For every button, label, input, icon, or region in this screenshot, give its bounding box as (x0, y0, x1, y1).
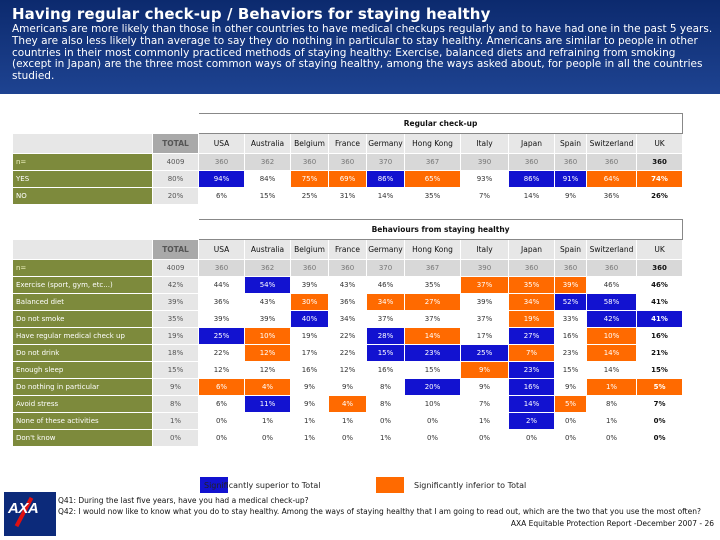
note-q42: Q42: I would now like to know what you do to stay healthy. Among the ways of staying healthy that I am going to read out, which are the two that you use the most often? (58, 506, 701, 516)
table-cell: 12% (199, 362, 245, 379)
table-cell: 42% (153, 277, 199, 294)
column-header: Germany (367, 134, 405, 154)
table-row (13, 430, 683, 447)
table-cell: 360 (509, 260, 555, 277)
axa-logo (4, 492, 56, 536)
table-cell: 39% (291, 277, 329, 294)
checkup-table (12, 113, 683, 205)
table-cell: 35% (153, 311, 199, 328)
table-caption: Behaviours from staying healthy (199, 220, 683, 240)
column-header: UK (637, 240, 683, 260)
table-cell: 86% (367, 171, 405, 188)
header-banner (0, 0, 720, 94)
table-cell: 16% (291, 362, 329, 379)
table-cell: 41% (637, 294, 683, 311)
table-row (13, 362, 683, 379)
legend-inferior-swatch (376, 477, 404, 493)
question-notes (58, 496, 701, 517)
table-cell: 4% (245, 379, 291, 396)
table-cell: 8% (367, 396, 405, 413)
table-cell: 30% (291, 294, 329, 311)
table-cell: 14% (587, 345, 637, 362)
table-cell: 26% (637, 188, 683, 205)
table-cell: 22% (199, 345, 245, 362)
table-cell: 1% (291, 413, 329, 430)
table-cell: 52% (555, 294, 587, 311)
row-label: None of these activities (13, 413, 153, 430)
column-header: Belgium (291, 134, 329, 154)
behaviours-table (12, 219, 683, 447)
table-cell: 7% (461, 396, 509, 413)
column-header: Australia (245, 134, 291, 154)
table-cell: 0% (367, 413, 405, 430)
table-cell: 360 (329, 154, 367, 171)
table-cell: 91% (555, 171, 587, 188)
row-label: Balanced diet (13, 294, 153, 311)
table-cell: 2% (509, 413, 555, 430)
table-cell: 9% (461, 362, 509, 379)
table-cell: 16% (509, 379, 555, 396)
table-cell: 75% (291, 171, 329, 188)
column-header: USA (199, 240, 245, 260)
table-cell: 12% (245, 362, 291, 379)
table-cell: 15% (555, 362, 587, 379)
table-cell: 74% (637, 171, 683, 188)
table-cell: 35% (405, 188, 461, 205)
column-header: Spain (555, 134, 587, 154)
table-cell: 8% (153, 396, 199, 413)
column-header: Italy (461, 134, 509, 154)
table-cell: 20% (153, 188, 199, 205)
column-header: Germany (367, 240, 405, 260)
table-cell: 4009 (153, 154, 199, 171)
table-cell: 10% (405, 396, 461, 413)
column-header: Italy (461, 240, 509, 260)
table-cell: 0% (245, 430, 291, 447)
table-cell: 1% (367, 430, 405, 447)
row-label: n= (13, 154, 153, 171)
table-cell: 9% (555, 379, 587, 396)
table-cell: 1% (329, 413, 367, 430)
row-label: Avoid stress (13, 396, 153, 413)
table-cell: 15% (637, 362, 683, 379)
table-cell: 34% (509, 294, 555, 311)
table-cell: 0% (405, 413, 461, 430)
table-cell: 360 (587, 260, 637, 277)
table-cell: 360 (329, 260, 367, 277)
page-title: Having regular check-up / Behaviors for staying healthy (12, 5, 491, 23)
column-header: France (329, 134, 367, 154)
table-cell: 390 (461, 154, 509, 171)
table-cell: 0% (329, 430, 367, 447)
table-cell: 1% (461, 413, 509, 430)
table-cell: 19% (291, 328, 329, 345)
table-cell: 16% (637, 328, 683, 345)
table-cell: 14% (509, 188, 555, 205)
table-cell: 1% (245, 413, 291, 430)
table-row (13, 328, 683, 345)
table-cell: 93% (461, 171, 509, 188)
table-cell: 9% (153, 379, 199, 396)
table-caption: Regular check-up (199, 114, 683, 134)
table-cell: 14% (367, 188, 405, 205)
table-cell: 33% (555, 311, 587, 328)
table-cell: 360 (291, 154, 329, 171)
table-cell: 5% (637, 379, 683, 396)
table-cell: 1% (587, 413, 637, 430)
table-row (13, 396, 683, 413)
column-header: Hong Kong (405, 134, 461, 154)
logo-text: AXA (8, 500, 39, 517)
table-cell: 360 (199, 260, 245, 277)
table-cell: 8% (367, 379, 405, 396)
column-header: Switzerland (587, 240, 637, 260)
table-cell: 17% (291, 345, 329, 362)
footer-source: AXA Equitable Protection Report -December 2007 - 26 (510, 519, 714, 528)
table-cell: 0% (199, 430, 245, 447)
table-cell: 7% (461, 188, 509, 205)
table-cell: 6% (199, 379, 245, 396)
table-cell: 19% (153, 328, 199, 345)
table-cell: 7% (637, 396, 683, 413)
table-cell: 360 (637, 154, 683, 171)
table-cell: 25% (199, 328, 245, 345)
table-cell: 14% (509, 396, 555, 413)
table-row (13, 277, 683, 294)
header-blank (13, 134, 153, 154)
table-cell: 36% (587, 188, 637, 205)
table-cell: 0% (153, 430, 199, 447)
table-cell: 10% (587, 328, 637, 345)
row-label: NO (13, 188, 153, 205)
table-cell: 7% (509, 345, 555, 362)
row-label: n= (13, 260, 153, 277)
table-cell: 41% (637, 311, 683, 328)
table-cell: 15% (367, 345, 405, 362)
table-cell: 1% (291, 430, 329, 447)
table-cell: 23% (555, 345, 587, 362)
table-cell: 367 (405, 154, 461, 171)
table-cell: 15% (153, 362, 199, 379)
column-header-row (13, 134, 683, 154)
table-cell: 46% (587, 277, 637, 294)
table-cell: 25% (291, 188, 329, 205)
table-cell: 42% (587, 311, 637, 328)
table-cell: 18% (153, 345, 199, 362)
table-cell: 367 (405, 260, 461, 277)
table-cell: 37% (367, 311, 405, 328)
table-cell: 9% (329, 379, 367, 396)
table-cell: 0% (555, 430, 587, 447)
table-cell: 12% (245, 345, 291, 362)
row-label: Do not smoke (13, 311, 153, 328)
table-row (13, 413, 683, 430)
table-row (13, 154, 683, 171)
row-label: YES (13, 171, 153, 188)
table-cell: 12% (329, 362, 367, 379)
column-header: Belgium (291, 240, 329, 260)
table-cell: 9% (555, 188, 587, 205)
table-cell: 54% (245, 277, 291, 294)
table-cell: 10% (245, 328, 291, 345)
table-cell: 65% (405, 171, 461, 188)
table-cell: 44% (199, 277, 245, 294)
row-label: Have regular medical check up (13, 328, 153, 345)
table-cell: 0% (405, 430, 461, 447)
table-cell: 22% (329, 345, 367, 362)
caption-spacer (13, 220, 153, 240)
column-header: Spain (555, 240, 587, 260)
caption-row (13, 220, 683, 240)
table-cell: 4% (329, 396, 367, 413)
caption-spacer (153, 114, 199, 134)
column-header: UK (637, 134, 683, 154)
table-cell: 43% (329, 277, 367, 294)
table-cell: 37% (405, 311, 461, 328)
column-header: Australia (245, 240, 291, 260)
column-header: France (329, 240, 367, 260)
legend-superior-label: Significantly superior to Total (204, 481, 321, 490)
table-cell: 1% (587, 379, 637, 396)
caption-spacer (153, 220, 199, 240)
table-cell: 46% (367, 277, 405, 294)
table-cell: 9% (461, 379, 509, 396)
row-label: Exercise (sport, gym, etc...) (13, 277, 153, 294)
table-cell: 0% (461, 430, 509, 447)
table-row (13, 311, 683, 328)
table-cell: 6% (199, 188, 245, 205)
table-cell: 16% (367, 362, 405, 379)
column-header: Japan (509, 240, 555, 260)
table-cell: 23% (509, 362, 555, 379)
table-cell: 27% (509, 328, 555, 345)
table-cell: 34% (329, 311, 367, 328)
table-cell: 362 (245, 154, 291, 171)
table-cell: 370 (367, 260, 405, 277)
table-cell: 31% (329, 188, 367, 205)
table-cell: 37% (461, 311, 509, 328)
table-cell: 11% (245, 396, 291, 413)
table-row (13, 171, 683, 188)
table-cell: 17% (461, 328, 509, 345)
table-cell: 15% (405, 362, 461, 379)
table-cell: 14% (405, 328, 461, 345)
table-cell: 15% (245, 188, 291, 205)
table-row (13, 345, 683, 362)
table-cell: 23% (405, 345, 461, 362)
table-cell: 35% (405, 277, 461, 294)
column-header: Hong Kong (405, 240, 461, 260)
row-label: Don't know (13, 430, 153, 447)
table-cell: 360 (555, 154, 587, 171)
table-cell: 36% (329, 294, 367, 311)
table-cell: 40% (291, 311, 329, 328)
row-label: Enough sleep (13, 362, 153, 379)
column-header: Japan (509, 134, 555, 154)
table-cell: 46% (637, 277, 683, 294)
table-cell: 69% (329, 171, 367, 188)
table-cell: 0% (587, 430, 637, 447)
table-cell: 35% (509, 277, 555, 294)
table-cell: 14% (587, 362, 637, 379)
table-cell: 1% (153, 413, 199, 430)
table-row (13, 188, 683, 205)
table-row (13, 379, 683, 396)
column-header: Switzerland (587, 134, 637, 154)
table-cell: 360 (291, 260, 329, 277)
table-cell: 86% (509, 171, 555, 188)
table-cell: 360 (509, 154, 555, 171)
table-row (13, 294, 683, 311)
table-cell: 39% (199, 311, 245, 328)
table-cell: 390 (461, 260, 509, 277)
row-label: Do nothing in particular (13, 379, 153, 396)
table-cell: 28% (367, 328, 405, 345)
column-header: TOTAL (153, 240, 199, 260)
header-blank (13, 240, 153, 260)
table-cell: 360 (199, 154, 245, 171)
note-q41: Q41: During the last five years, have you had a medical check-up? (58, 496, 309, 505)
table-cell: 9% (291, 379, 329, 396)
table-cell: 360 (587, 154, 637, 171)
caption-row (13, 114, 683, 134)
table-cell: 0% (637, 413, 683, 430)
table-cell: 370 (367, 154, 405, 171)
legend-inferior-label: Significantly inferior to Total (414, 481, 527, 490)
table-cell: 0% (199, 413, 245, 430)
table-cell: 64% (587, 171, 637, 188)
table-cell: 0% (509, 430, 555, 447)
table-cell: 362 (245, 260, 291, 277)
table-cell: 360 (555, 260, 587, 277)
table-cell: 25% (461, 345, 509, 362)
table-cell: 94% (199, 171, 245, 188)
column-header: USA (199, 134, 245, 154)
column-header: TOTAL (153, 134, 199, 154)
table-cell: 37% (461, 277, 509, 294)
row-label: Do not drink (13, 345, 153, 362)
table-row (13, 260, 683, 277)
table-cell: 8% (587, 396, 637, 413)
table-cell: 21% (637, 345, 683, 362)
table-cell: 39% (555, 277, 587, 294)
table-cell: 4009 (153, 260, 199, 277)
table-cell: 20% (405, 379, 461, 396)
caption-spacer (13, 114, 153, 134)
table-cell: 9% (291, 396, 329, 413)
table-cell: 80% (153, 171, 199, 188)
intro-paragraph: Americans are more likely than those in other countries to have medical checkups regularly and to have had one in the past 5 years. They are also less likely than average to say they do nothing in particular to stay healthy. Americans are similar to people in other countries in their most commonly practiced methods of staying healthy: Exercise, balanced diets and refraining from smoking (except in Japan) are the three most common ways of staying healthy, among the ways asked about, for people in all the countries studied. (12, 23, 713, 83)
table-cell: 5% (555, 396, 587, 413)
table-cell: 43% (245, 294, 291, 311)
table-cell: 27% (405, 294, 461, 311)
table-cell: 0% (555, 413, 587, 430)
table-cell: 84% (245, 171, 291, 188)
table-cell: 0% (637, 430, 683, 447)
table-cell: 34% (367, 294, 405, 311)
table-cell: 16% (555, 328, 587, 345)
table-cell: 39% (461, 294, 509, 311)
table-cell: 58% (587, 294, 637, 311)
table-cell: 36% (199, 294, 245, 311)
column-header-row (13, 240, 683, 260)
table-cell: 22% (329, 328, 367, 345)
table-cell: 39% (153, 294, 199, 311)
table-cell: 6% (199, 396, 245, 413)
table-cell: 19% (509, 311, 555, 328)
table-cell: 39% (245, 311, 291, 328)
table-cell: 360 (637, 260, 683, 277)
